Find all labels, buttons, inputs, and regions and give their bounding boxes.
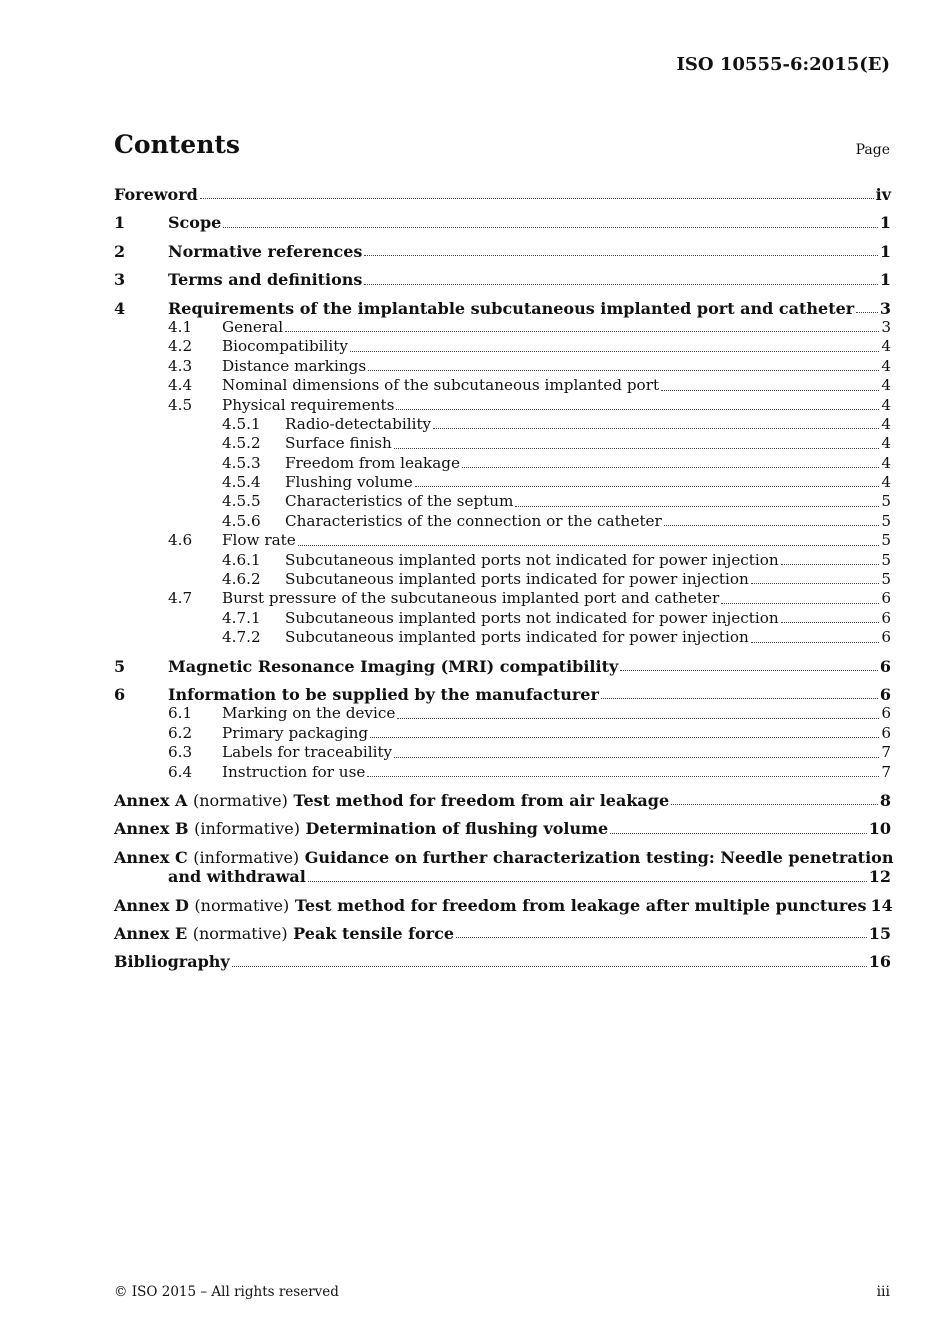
- toc-page: 7: [881, 743, 891, 762]
- toc-entry-annex-a[interactable]: [114, 791, 891, 810]
- toc-number: 4.5.1: [222, 414, 261, 433]
- dot-leader: [721, 589, 879, 603]
- toc-entry-bibliography[interactable]: [114, 952, 891, 971]
- annex-kind: (normative): [192, 790, 288, 810]
- dot-leader: [751, 570, 880, 584]
- dot-leader: [298, 531, 880, 545]
- dot-leader: [610, 819, 867, 833]
- toc-entry-4-7-2[interactable]: [114, 628, 891, 647]
- toc-title: Freedom from leakage: [285, 453, 460, 472]
- toc-entry-4-5-5[interactable]: [114, 492, 891, 511]
- toc-entry-2[interactable]: [114, 242, 891, 261]
- toc-number: 4.6: [168, 531, 193, 550]
- toc-page: 3: [879, 298, 891, 318]
- toc-number: 4.2: [168, 337, 193, 356]
- page-column-label: Page: [855, 142, 890, 158]
- toc-title: Instruction for use: [222, 762, 366, 781]
- toc-entry-4-7-1[interactable]: [114, 609, 891, 628]
- toc-page: 6: [879, 656, 891, 676]
- toc-title: Peak tensile force: [293, 923, 454, 943]
- toc-title: Test method for freedom from leakage after multiple punctures: [294, 895, 867, 915]
- toc-entry-4-6-1[interactable]: [114, 551, 891, 570]
- annex-kind: (normative): [194, 895, 290, 915]
- toc-title: Biocompatibility: [222, 337, 348, 356]
- toc-title: Subcutaneous implanted ports not indicated for power injection: [285, 608, 779, 627]
- toc-page: 6: [881, 608, 891, 627]
- dot-leader: [620, 657, 878, 671]
- page-title: Contents: [114, 130, 241, 159]
- toc-title: Bibliography: [114, 952, 230, 972]
- toc-page: 5: [881, 531, 891, 550]
- toc-title: Distance markings: [222, 356, 367, 375]
- toc-number: 4.6.2: [222, 570, 261, 589]
- toc-title: Primary packaging: [222, 723, 369, 742]
- toc-entry-4-5-1[interactable]: [114, 415, 891, 434]
- toc-page: 6: [879, 684, 891, 704]
- toc-page: 5: [881, 550, 891, 569]
- toc-entry-6-3[interactable]: [114, 743, 891, 762]
- toc-number: 6.4: [168, 762, 193, 781]
- annex-kind: (informative): [193, 847, 300, 867]
- toc-page: 4: [881, 376, 891, 395]
- toc-title: Nominal dimensions of the subcutaneous implanted port: [222, 376, 660, 395]
- toc-entry-annex-e[interactable]: [114, 924, 891, 943]
- toc-page: 5: [881, 570, 891, 589]
- toc-entry-6-1[interactable]: [114, 704, 891, 723]
- toc-title: Surface finish: [285, 434, 392, 453]
- toc-entry-4-5-6[interactable]: [114, 512, 891, 531]
- annex-label: Annex C: [114, 847, 188, 867]
- dot-leader: [232, 952, 867, 966]
- toc-page: 3: [881, 317, 891, 336]
- toc-number: 4.1: [168, 317, 193, 336]
- toc-title: Characteristics of the septum: [285, 492, 514, 511]
- annex-kind: (informative): [194, 819, 300, 839]
- toc-entry-4-1[interactable]: [114, 318, 891, 337]
- toc-page: 14: [870, 895, 893, 915]
- toc-number: 4.7: [168, 589, 193, 608]
- dot-leader: [285, 318, 879, 332]
- dot-leader: [200, 185, 874, 199]
- toc-page: 4: [881, 434, 891, 453]
- toc-page: 5: [881, 492, 891, 511]
- toc-page: 4: [881, 453, 891, 472]
- toc-title: Guidance on further characterization testing: Needle penetration: [304, 847, 894, 867]
- dot-leader: [456, 924, 867, 938]
- toc-number: 4.5.3: [222, 453, 261, 472]
- toc-number: 6.1: [168, 704, 193, 723]
- toc-page: 5: [881, 511, 891, 530]
- toc-title: Physical requirements: [222, 395, 395, 414]
- toc-title: Characteristics of the connection or the catheter: [285, 511, 662, 530]
- dot-leader: [370, 724, 879, 738]
- toc-page: 6: [881, 704, 891, 723]
- toc-title: Labels for traceability: [222, 743, 393, 762]
- toc-number: 4: [114, 298, 126, 318]
- footer-copyright: © ISO 2015 – All rights reserved: [114, 1284, 339, 1300]
- toc-page: 4: [881, 356, 891, 375]
- toc-title: Information to be supplied by the manufacturer: [168, 684, 599, 704]
- toc-title: Normative references: [168, 241, 363, 261]
- dot-leader: [396, 396, 879, 410]
- dot-leader: [394, 434, 880, 448]
- toc-number: 4.3: [168, 356, 193, 375]
- dot-leader: [368, 357, 879, 371]
- toc-number: 1: [114, 213, 126, 233]
- dot-leader: [367, 763, 879, 777]
- dot-leader: [397, 704, 879, 718]
- toc-title: Requirements of the implantable subcutaneous implanted port and catheter: [168, 298, 855, 318]
- toc-number: 4.5.2: [222, 434, 261, 453]
- toc-number: 4.5.6: [222, 511, 261, 530]
- toc-page: 6: [881, 723, 891, 742]
- toc-title: Marking on the device: [222, 704, 396, 723]
- toc-number: 4.5: [168, 395, 193, 414]
- dot-leader: [433, 415, 879, 429]
- toc-entry-4-3[interactable]: [114, 357, 891, 376]
- dot-leader: [515, 492, 879, 506]
- toc-page: 1: [879, 241, 891, 261]
- annex-label: Annex B: [114, 819, 189, 839]
- dot-leader: [394, 743, 879, 757]
- toc-entry-4-5-3[interactable]: [114, 454, 891, 473]
- toc-page: 1: [879, 270, 891, 290]
- toc-entry-6[interactable]: [114, 685, 891, 704]
- dot-leader: [364, 242, 877, 256]
- toc-title: Burst pressure of the subcutaneous implanted port and catheter: [222, 589, 720, 608]
- toc-title: Magnetic Resonance Imaging (MRI) compatibility: [168, 656, 619, 676]
- toc-page: 4: [881, 395, 891, 414]
- dot-leader: [856, 299, 878, 313]
- toc-entry-4-5-4[interactable]: [114, 473, 891, 492]
- dot-leader: [601, 685, 878, 699]
- toc-title: Determination of flushing volume: [305, 819, 609, 839]
- toc-title: General: [222, 317, 284, 336]
- toc-page: 7: [881, 762, 891, 781]
- toc-number: 4.7.1: [222, 608, 261, 627]
- toc-number: 4.5.4: [222, 473, 261, 492]
- toc-entry-4[interactable]: [114, 299, 891, 318]
- dot-leader: [462, 454, 879, 468]
- toc-entry-4-4[interactable]: [114, 376, 891, 395]
- dot-leader: [415, 473, 880, 487]
- toc-page: 4: [881, 337, 891, 356]
- toc-page: 4: [881, 414, 891, 433]
- dot-leader: [781, 551, 880, 565]
- dot-leader: [308, 867, 867, 881]
- dot-leader: [223, 213, 878, 227]
- toc-title: Flushing volume: [285, 473, 413, 492]
- annex-label: Annex A: [114, 790, 188, 810]
- toc-number: 3: [114, 270, 126, 290]
- toc-title-continued: and withdrawal: [168, 867, 306, 887]
- toc-title: Radio-detectability: [285, 414, 432, 433]
- toc-title: Test method for freedom from air leakage: [293, 790, 670, 810]
- toc-entry-4-5-2[interactable]: [114, 434, 891, 453]
- toc-entry-5[interactable]: [114, 657, 891, 676]
- toc-title: Subcutaneous implanted ports indicated for power injection: [285, 570, 749, 589]
- toc-entry-annex-b[interactable]: [114, 819, 891, 838]
- toc-entry-4-6[interactable]: [114, 531, 891, 550]
- toc-page: 16: [868, 952, 891, 972]
- toc-number: 4.7.2: [222, 628, 261, 647]
- table-of-contents: [114, 185, 894, 972]
- toc-number: 6.3: [168, 743, 193, 762]
- toc-entry-3[interactable]: [114, 270, 891, 289]
- toc-title: Scope: [168, 213, 222, 233]
- toc-number: 6.2: [168, 723, 193, 742]
- toc-page: 1: [879, 213, 891, 233]
- toc-page: 8: [879, 790, 891, 810]
- dot-leader: [664, 512, 880, 526]
- toc-page: iv: [875, 185, 891, 204]
- footer-page-number: iii: [876, 1284, 890, 1300]
- toc-number: 2: [114, 241, 126, 261]
- toc-page: 6: [881, 628, 891, 647]
- annex-label: Annex E: [114, 923, 188, 943]
- toc-page: 6: [881, 589, 891, 608]
- toc-title: Subcutaneous implanted ports indicated for power injection: [285, 628, 749, 647]
- toc-title: Flow rate: [222, 531, 296, 550]
- toc-entry-4-6-2[interactable]: [114, 570, 891, 589]
- toc-entry-foreword[interactable]: [114, 185, 891, 204]
- toc-title: Subcutaneous implanted ports not indicated for power injection: [285, 550, 779, 569]
- dot-leader: [751, 628, 880, 642]
- toc-entry-1[interactable]: [114, 213, 891, 232]
- toc-page: 12: [868, 867, 891, 887]
- dot-leader: [661, 376, 879, 390]
- toc-entry-4-2[interactable]: [114, 337, 891, 356]
- toc-title: Foreword: [114, 185, 198, 204]
- annex-label: Annex D: [114, 895, 189, 915]
- toc-number: 5: [114, 656, 126, 676]
- toc-page: 15: [868, 923, 891, 943]
- toc-number: 4.4: [168, 376, 193, 395]
- toc-entry-6-2[interactable]: [114, 724, 891, 743]
- toc-page: 4: [881, 473, 891, 492]
- dot-leader: [364, 270, 877, 284]
- toc-entry-4-5[interactable]: [114, 396, 891, 415]
- toc-page: 10: [868, 819, 891, 839]
- dot-leader: [781, 609, 880, 623]
- toc-entry-annex-c[interactable]: [114, 847, 894, 887]
- annex-kind: (normative): [192, 923, 288, 943]
- document-id: ISO 10555-6:2015(E): [676, 54, 890, 75]
- toc-entry-6-4[interactable]: [114, 763, 891, 782]
- toc-title: Terms and definitions: [168, 270, 363, 290]
- dot-leader: [350, 337, 879, 351]
- toc-number: 4.5.5: [222, 492, 261, 511]
- toc-entry-annex-d[interactable]: [114, 896, 891, 915]
- toc-entry-4-7[interactable]: [114, 589, 891, 608]
- toc-number: 4.6.1: [222, 550, 261, 569]
- dot-leader: [671, 791, 878, 805]
- toc-number: 6: [114, 684, 126, 704]
